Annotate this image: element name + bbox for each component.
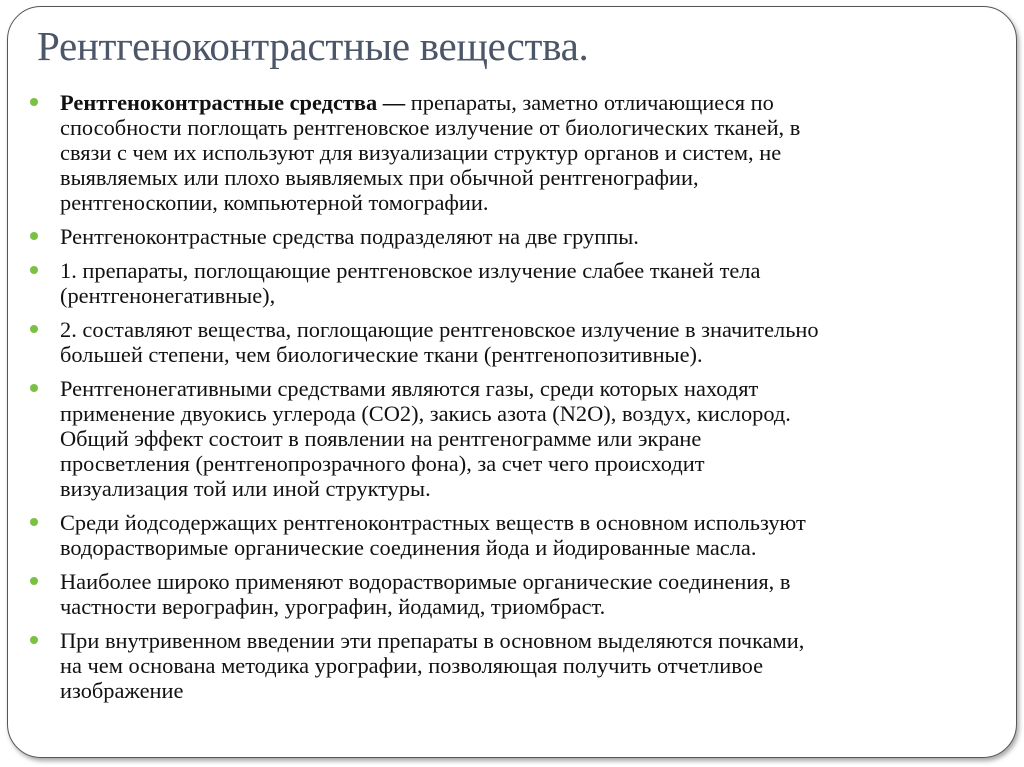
bullet-item [30, 90, 1010, 215]
bullet-line: (рентгенонегативные), [60, 283, 276, 308]
bullet-dot-icon [30, 325, 38, 333]
bullet-line: частности верографин, урографин, йодамид, триомбраст. [60, 594, 606, 619]
bullet-line [60, 90, 1010, 115]
bullet-line: просветления (рентгенопрозрачного фона), за счет чего происходит [60, 451, 705, 476]
bullet-line: способности поглощать рентгеновское излучение от биологических тканей, в [60, 115, 801, 140]
bullet-line: водорастворимые органические соединения йода и йодированные масла. [60, 535, 757, 560]
bullet-line: 1. препараты, поглощающие рентгеновское излучение слабее тканей тела [60, 258, 761, 283]
bullet-line: Общий эффект состоит в появлении на рентгенограмме или экране [60, 426, 702, 451]
bullet-dot-icon [30, 384, 38, 392]
bullet-item [30, 569, 1010, 619]
bullet-line: Наиболее широко применяют водорастворимые органические соединения, в [60, 569, 791, 594]
bullet-item [30, 628, 1010, 703]
bullet-line: большей степени, чем биологические ткани (рентгенопозитивные). [60, 342, 703, 367]
bullet-dot-icon [30, 266, 38, 274]
bullet-line: на чем основана методика урографии, позволяющая получить отчетливое [60, 653, 764, 678]
bullet-item [30, 317, 1010, 367]
bullet-item [30, 224, 1010, 249]
bullet-line: изображение [60, 678, 184, 703]
bullet-line: Среди йодсодержащих рентгеноконтрастных веществ в основном используют [60, 510, 806, 535]
bullet-line: Рентгенонегативными средствами являются газы, среди которых находят [60, 376, 759, 401]
bullet-line: применение двуокись углерода (CO2), закись азота (N2O), воздух, кислород. [60, 401, 791, 426]
bold-term: Рентгеноконтрастные средства — [60, 90, 411, 115]
bullet-line: визуализация той или иной структуры. [60, 476, 431, 501]
bullet-line: рентгеноскопии, компьютерной томографии. [60, 190, 489, 215]
bullet-item [30, 510, 1010, 560]
bullet-item [30, 258, 1010, 308]
bullet-dot-icon [30, 232, 38, 240]
bullet-dot-icon [30, 518, 38, 526]
bullet-list [30, 90, 1010, 712]
bullet-dot-icon [30, 577, 38, 585]
line-text: препараты, заметно отличающиеся по [410, 90, 774, 115]
bullet-line: 2. составляют вещества, поглощающие рентгеновское излучение в значительно [60, 317, 819, 342]
bullet-line: При внутривенном введении эти препараты в основном выделяются почками, [60, 628, 805, 653]
bullet-dot-icon [30, 98, 38, 106]
bullet-item [30, 376, 1010, 501]
bullet-line: выявляемых или плохо выявляемых при обычной рентгенографии, [60, 165, 699, 190]
bullet-dot-icon [30, 636, 38, 644]
bullet-line: Рентгеноконтрастные средства подразделяют на две группы. [60, 224, 639, 249]
bullet-line: связи с чем их используют для визуализации структур органов и систем, не [60, 140, 782, 165]
slide-title: Рентгеноконтрастные вещества. [37, 23, 589, 69]
